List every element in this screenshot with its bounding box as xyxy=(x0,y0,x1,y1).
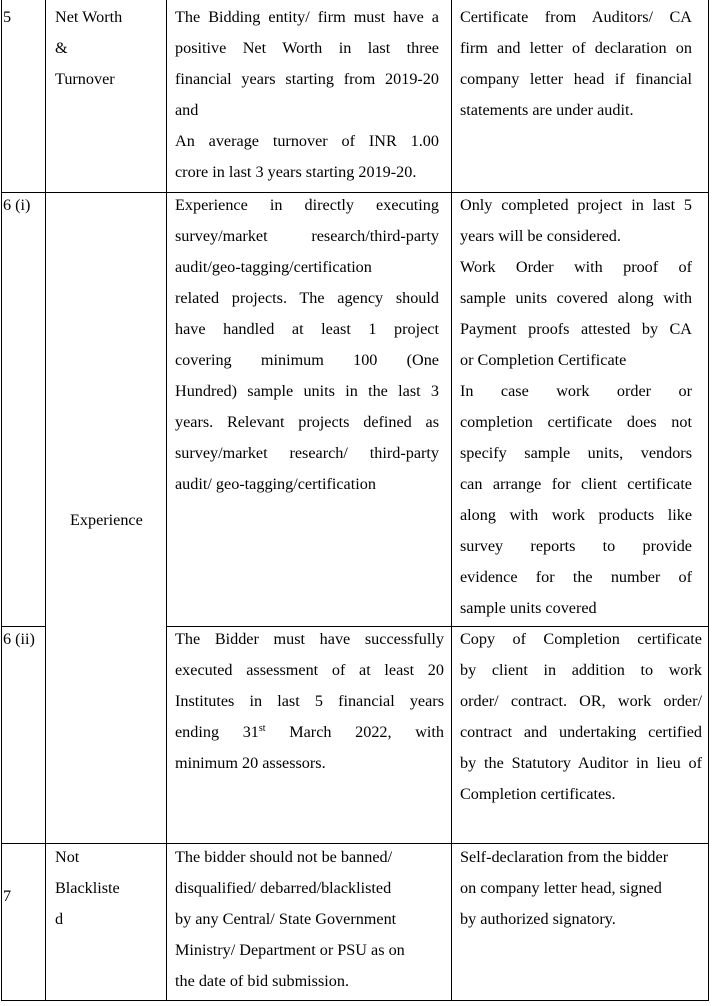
text-line: crore in last 3 years starting 2019-20. xyxy=(175,163,417,181)
document-text xyxy=(460,842,700,935)
text-line: An average turnover of INR 1.00 xyxy=(175,132,439,150)
text-line: years. Relevant projects defined as xyxy=(175,413,439,431)
text-line: order/ contract. OR, work order/ xyxy=(460,692,702,710)
criteria-line: & xyxy=(55,39,68,57)
text-line-with-date xyxy=(175,717,444,748)
text-line: along with work products like xyxy=(460,506,692,524)
document-text xyxy=(460,190,692,624)
text-line: sample units covered xyxy=(460,599,597,617)
text-line: The Bidding entity/ firm must have a xyxy=(175,8,439,26)
text-line: can arrange for client certificate xyxy=(460,475,692,493)
requirement-text xyxy=(175,624,444,779)
text-line: positive Net Worth in last three xyxy=(175,39,439,57)
ordinal-suffix: st xyxy=(258,723,266,734)
criteria-line: d xyxy=(55,910,64,928)
text-line: Certificate from Auditors/ CA xyxy=(460,8,692,26)
text-line: by any Central/ State Government xyxy=(175,910,397,928)
text-line: audit/geo-tagging/certification xyxy=(175,258,372,276)
text-line: financial years starting from 2019-20 xyxy=(175,70,439,88)
text-line: evidence for the number of xyxy=(460,568,692,586)
text-line: covering minimum 100 (One xyxy=(175,351,439,369)
text-line: In case work order or xyxy=(460,382,692,400)
text-line: the date of bid submission. xyxy=(175,972,349,990)
text-line: on company letter head, signed xyxy=(460,879,662,897)
text-line: Completion certificates. xyxy=(460,785,616,803)
text-line: The bidder should not be banned/ xyxy=(175,848,393,866)
text-line: survey/market research/ third-party xyxy=(175,444,439,462)
text-line: Copy of Completion certificate xyxy=(460,630,702,648)
column-divider xyxy=(166,0,167,1001)
text-line: sample units covered along with xyxy=(460,289,692,307)
text-line: survey/market research/third-party xyxy=(175,227,439,245)
text-line: Institutes in last 5 financial years xyxy=(175,692,444,710)
text-line: years will be considered. xyxy=(460,227,621,245)
table-border-bottom xyxy=(1,1000,709,1001)
text-line: audit/ geo-tagging/certification xyxy=(175,475,376,493)
row-number: 7 xyxy=(3,887,12,905)
text-line: or Completion Certificate xyxy=(460,351,627,369)
criteria-line: Turnover xyxy=(55,70,115,88)
criteria-label xyxy=(55,2,163,95)
text-line: related projects. The agency should xyxy=(175,289,439,307)
text-line: statements are under audit. xyxy=(460,101,634,119)
text-line: contract and undertaking certified xyxy=(460,723,702,741)
text-line: The Bidder must have successfully xyxy=(175,630,444,648)
text-line: by client in addition to work xyxy=(460,661,702,679)
row-number: 6 (i) xyxy=(3,196,31,214)
criteria-line: Net Worth xyxy=(55,8,123,26)
text-line: Payment proofs attested by CA xyxy=(460,320,692,338)
criteria-line: Not xyxy=(55,848,80,866)
text-line: by the Statutory Auditor in lieu of xyxy=(460,754,702,772)
text-line: minimum 20 assessors. xyxy=(175,754,326,772)
document-text xyxy=(460,2,692,126)
text-line: completion certificate does not xyxy=(460,413,692,431)
text-line: disqualified/ debarred/blacklisted xyxy=(175,879,392,897)
text-line: Hundred) sample units in the last 3 xyxy=(175,382,439,400)
requirement-text xyxy=(175,2,439,188)
text-line: survey reports to provide xyxy=(460,537,692,555)
text-line: company letter head if financial xyxy=(460,70,692,88)
date-prefix: ending 31 xyxy=(175,723,259,741)
text-line: Ministry/ Department or PSU as on xyxy=(175,941,405,959)
column-divider xyxy=(451,0,452,1001)
table-border-right xyxy=(708,0,709,1001)
criteria-line: Blackliste xyxy=(55,879,120,897)
column-divider xyxy=(45,0,46,1001)
criteria-label xyxy=(55,842,163,935)
text-line: Experience in directly executing xyxy=(175,196,439,214)
text-line: and xyxy=(175,101,199,119)
row-number: 6 (ii) xyxy=(3,630,35,648)
criteria-label: Experience xyxy=(70,511,143,529)
text-line: Self-declaration from the bidder xyxy=(460,848,669,866)
document-text xyxy=(460,624,702,810)
text-line: have handled at least 1 project xyxy=(175,320,439,338)
text-line: executed assessment of at least 20 xyxy=(175,661,444,679)
date-suffix: March 2022, with xyxy=(265,723,444,741)
text-line: Work Order with proof of xyxy=(460,258,692,276)
table-border-left xyxy=(1,0,2,1001)
text-line: Only completed project in last 5 xyxy=(460,196,692,214)
text-line: firm and letter of declaration on xyxy=(460,39,692,57)
requirement-text xyxy=(175,842,439,997)
text-line: by authorized signatory. xyxy=(460,910,616,928)
text-line: specify sample units, vendors xyxy=(460,444,692,462)
requirement-text xyxy=(175,190,439,500)
row-number: 5 xyxy=(3,8,12,26)
